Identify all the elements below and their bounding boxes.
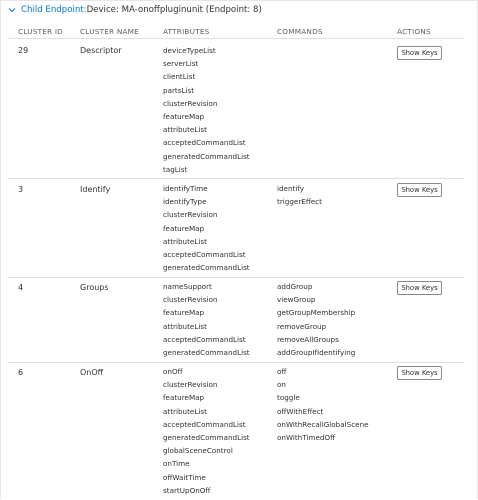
attribute-item: generatedCommandList	[163, 432, 250, 442]
attribute-item: generatedCommandList	[163, 347, 250, 357]
column-header-cluster-id: CLUSTER ID	[18, 27, 63, 36]
command-item: identify	[277, 184, 305, 193]
attribute-item: clusterRevision	[163, 98, 218, 108]
column-header-commands: COMMANDS	[277, 27, 323, 36]
attribute-item: serverList	[163, 59, 199, 69]
attribute-item: featureMap	[163, 308, 205, 318]
attribute-item: acceptedCommandList	[163, 138, 246, 148]
command-item: addGroup	[277, 282, 313, 291]
cluster-name: Identify	[80, 185, 111, 194]
command-item: removeGroup	[277, 321, 327, 331]
attribute-item: offWaitTime	[163, 472, 206, 482]
column-header-actions: ACTIONS	[397, 27, 431, 36]
show-keys-button[interactable]: Show Keys	[397, 281, 442, 295]
attribute-item: acceptedCommandList	[163, 334, 246, 344]
cluster-id: 6	[18, 368, 24, 377]
attribute-item: identifyTime	[163, 184, 208, 193]
show-keys-button[interactable]: Show Keys	[397, 46, 442, 60]
cluster-id: 3	[18, 185, 24, 194]
command-item: offWithEffect	[277, 406, 324, 416]
command-item: addGroupIfIdentifying	[277, 347, 356, 357]
cluster-name: Groups	[80, 283, 109, 292]
table-row	[0, 39, 478, 178]
attribute-item: startUpOnOff	[163, 485, 211, 495]
attribute-item: clusterRevision	[163, 295, 218, 305]
column-header-attributes: ATTRIBUTES	[163, 27, 210, 36]
attribute-item: identifyType	[163, 197, 207, 207]
show-keys-button[interactable]: Show Keys	[397, 183, 442, 197]
attribute-item: generatedCommandList	[163, 263, 250, 273]
chevron-down-icon[interactable]	[8, 6, 16, 14]
attribute-item: generatedCommandList	[163, 151, 250, 161]
attribute-item: nameSupport	[163, 282, 212, 291]
attribute-item: featureMap	[163, 393, 205, 403]
command-item: triggerEffect	[277, 197, 322, 207]
cluster-name: Descriptor	[80, 46, 122, 55]
command-item: removeAllGroups	[277, 334, 339, 344]
command-item: on	[277, 380, 286, 390]
table-row	[0, 278, 478, 362]
attribute-item: attributeList	[163, 125, 207, 135]
command-item: getGroupMembership	[277, 308, 356, 318]
attribute-item: onTime	[163, 459, 190, 469]
attribute-item: tagList	[163, 164, 188, 174]
command-list	[277, 182, 322, 208]
command-list	[277, 280, 355, 359]
cluster-name: OnOff	[80, 368, 104, 377]
attribute-item: attributeList	[163, 406, 207, 416]
attribute-item: acceptedCommandList	[163, 249, 246, 259]
table-row	[0, 363, 478, 499]
child-endpoint-header[interactable]	[8, 3, 262, 17]
attribute-item: featureMap	[163, 223, 205, 233]
attribute-item: globalSceneControl	[163, 446, 233, 456]
command-item: viewGroup	[277, 295, 316, 305]
cluster-id: 29	[18, 46, 29, 55]
cluster-id: 4	[18, 283, 24, 292]
table-row	[0, 179, 478, 277]
command-item: toggle	[277, 393, 300, 403]
attribute-list	[163, 182, 250, 274]
attribute-item: acceptedCommandList	[163, 419, 246, 429]
column-header-cluster-name: CLUSTER NAME	[80, 27, 139, 36]
attribute-item: attributeList	[163, 321, 207, 331]
attribute-item: attributeList	[163, 236, 207, 246]
command-item: onWithRecallGlobalScene	[277, 419, 369, 429]
child-endpoint-link[interactable]: Child Endpoint:	[21, 5, 87, 15]
device-label: Device: MA-onoffpluginunit (Endpoint: 8)	[86, 5, 262, 15]
attribute-item: clusterRevision	[163, 210, 218, 220]
attribute-list	[163, 365, 250, 497]
attribute-list	[163, 280, 250, 359]
attribute-list	[163, 44, 250, 176]
attribute-item: partsList	[163, 85, 195, 95]
attribute-item: deviceTypeList	[163, 46, 216, 55]
attribute-item: clientList	[163, 72, 196, 82]
show-keys-button[interactable]: Show Keys	[397, 366, 442, 380]
command-list	[277, 365, 369, 444]
command-item: onWithTimedOff	[277, 432, 336, 442]
attribute-item: clusterRevision	[163, 380, 218, 390]
attribute-item: featureMap	[163, 111, 205, 121]
command-item: off	[277, 367, 287, 376]
attribute-item: onOff	[163, 367, 183, 376]
